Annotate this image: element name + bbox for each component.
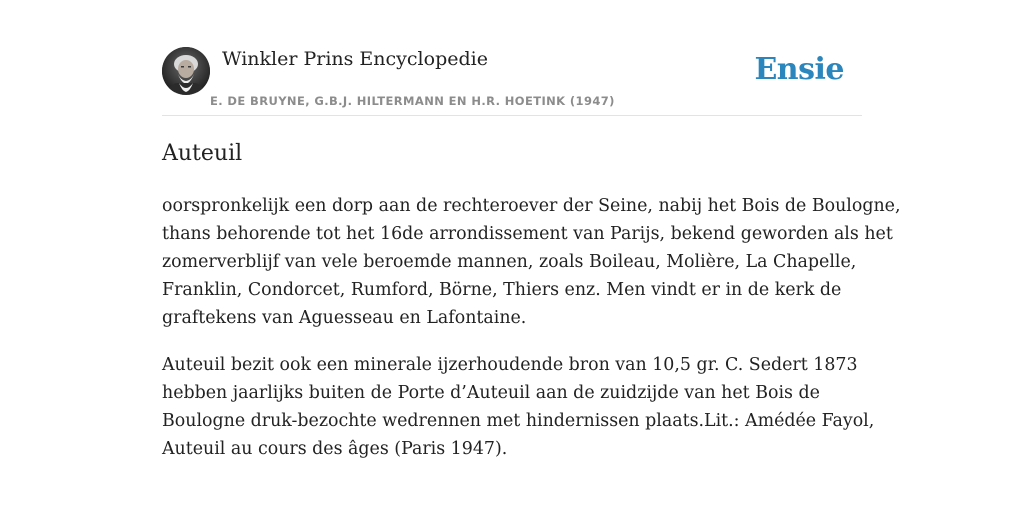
text-line: thans behorende tot het 16de arrondissement van Parijs, bekend geworden als het [162,224,893,244]
text-line: oorspronkelijk een dorp aan de rechteroever der Seine, nabij het Bois de Boulogne, [162,196,901,216]
paragraph-2 [162,351,875,463]
avatar[interactable] [162,47,210,95]
text-line: Boulogne druk-bezochte wedrennen met hindernissen plaats.Lit.: Amédée Fayol, [162,411,875,431]
article-body [162,192,901,482]
text-line: hebben jaarlijks buiten de Porte d’Auteuil aan de zuidzijde van het Bois de [162,383,820,403]
text-line: Auteuil bezit ook een minerale ijzerhoudende bron van 10,5 gr. C. Sedert 1873 [162,355,858,375]
paragraph-1 [162,192,901,332]
header [162,46,862,116]
text-line: Franklin, Condorcet, Rumford, Börne, Thiers enz. Men vindt er in de kerk de [162,280,842,300]
text-line: Auteuil au cours des âges (Paris 1947). [162,439,508,459]
text-line: graftekens van Aguesseau en Lafontaine. [162,308,527,328]
source-credits: E. DE BRUYNE, G.B.J. HILTERMANN EN H.R. HOETINK (1947) [210,94,615,108]
article-title: Auteuil [162,141,243,166]
text-line: zomerverblijf van vele beroemde mannen, zoals Boileau, Molière, La Chapelle, [162,252,857,272]
brand-logo[interactable]: Ensie [754,52,844,87]
portrait-avatar-icon [162,47,210,95]
site-title[interactable]: Winkler Prins Encyclopedie [222,48,488,70]
